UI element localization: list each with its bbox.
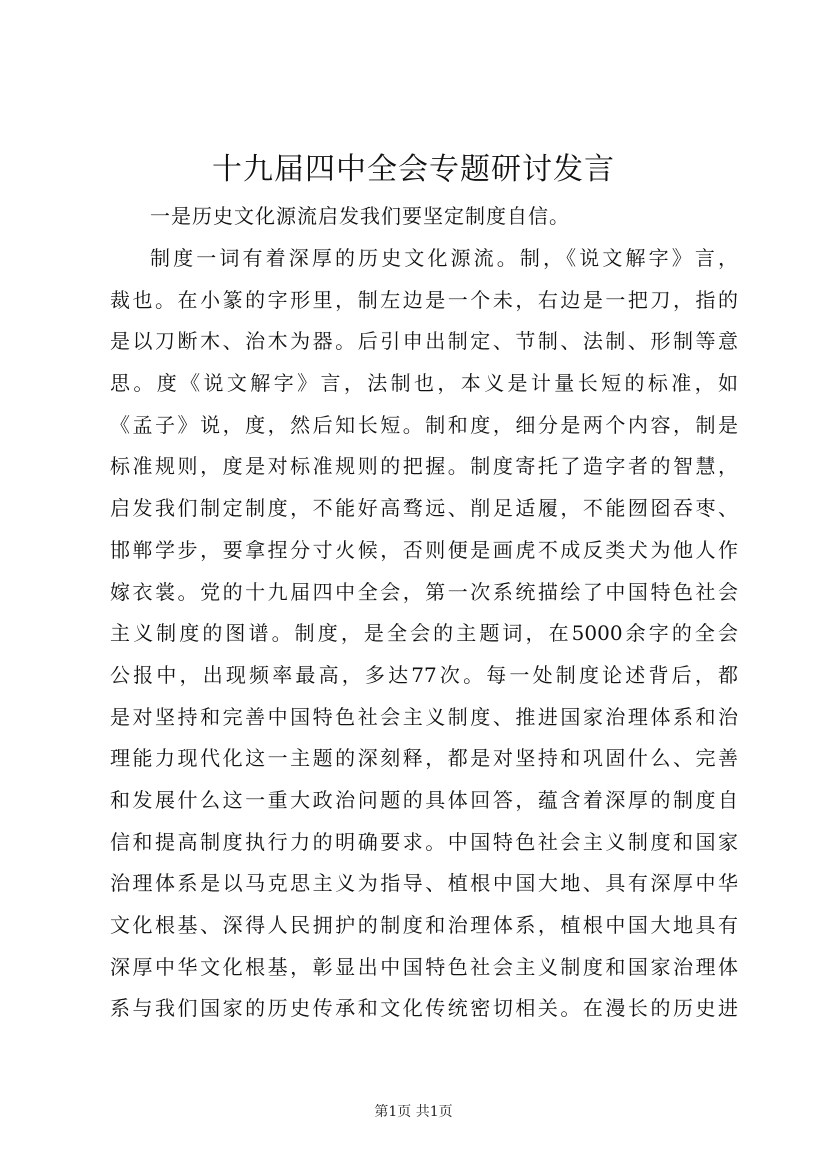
body-line: 系与我们国家的历史传承和文化传统密切相关。在漫长的历史进 bbox=[110, 996, 738, 1021]
body-line: 裁也。在小篆的字形里，制左边是一个未，右边是一把刀，指的 bbox=[110, 287, 738, 312]
body-line: 文化根基、深得人民拥护的制度和治理体系，植根中国大地具有 bbox=[110, 913, 738, 937]
body-text bbox=[110, 238, 738, 1030]
body-line: 深厚中华文化根基，彰显出中国特色社会主义制度和国家治理体 bbox=[110, 954, 738, 979]
document-title: 十九届四中全会专题研讨发言 bbox=[212, 152, 615, 187]
body-line: 治理体系是以马克思主义为指导、植根中国大地、具有深厚中华 bbox=[110, 871, 738, 896]
body-line: 主义制度的图谱。制度，是全会的主题词，在5000余字的全会 bbox=[110, 621, 738, 646]
body-line: 理能力现代化这一主题的深刻释，都是对坚持和巩固什么、完善 bbox=[110, 746, 738, 771]
body-line: 是以刀断木、治木为器。后引申出制定、节制、法制、形制等意 bbox=[110, 329, 738, 354]
body-line: 《孟子》说，度，然后知长短。制和度，细分是两个内容，制是 bbox=[110, 412, 738, 437]
body-line: 嫁衣裳。党的十九届四中全会，第一次系统描绘了中国特色社会 bbox=[110, 579, 738, 604]
body-line: 标准规则，度是对标准规则的把握。制度寄托了造字者的智慧， bbox=[110, 454, 738, 479]
body-line: 公报中，出现频率最高，多达77次。每一处制度论述背后，都 bbox=[110, 662, 738, 687]
body-line: 和发展什么这一重大政治问题的具体回答，蕴含着深厚的制度自 bbox=[110, 787, 738, 812]
body-line: 信和提高制度执行力的明确要求。中国特色社会主义制度和国家 bbox=[110, 829, 738, 854]
section-heading: 一是历史文化源流启发我们要坚定制度自信。 bbox=[150, 204, 570, 228]
body-line: 制度一词有着深厚的历史文化源流。制，《说文解字》言， bbox=[150, 246, 738, 270]
page-number-footer: 第1页 共1页 bbox=[374, 1104, 453, 1120]
body-line: 启发我们制定制度，不能好高骛远、削足适履，不能囫囵吞枣、 bbox=[110, 496, 738, 521]
body-line: 思。度《说文解字》言，法制也，本义是计量长短的标准，如 bbox=[110, 371, 738, 396]
body-line: 邯郸学步，要拿捏分寸火候，否则便是画虎不成反类犬为他人作 bbox=[110, 537, 738, 562]
body-line: 是对坚持和完善中国特色社会主义制度、推进国家治理体系和治 bbox=[110, 704, 738, 729]
